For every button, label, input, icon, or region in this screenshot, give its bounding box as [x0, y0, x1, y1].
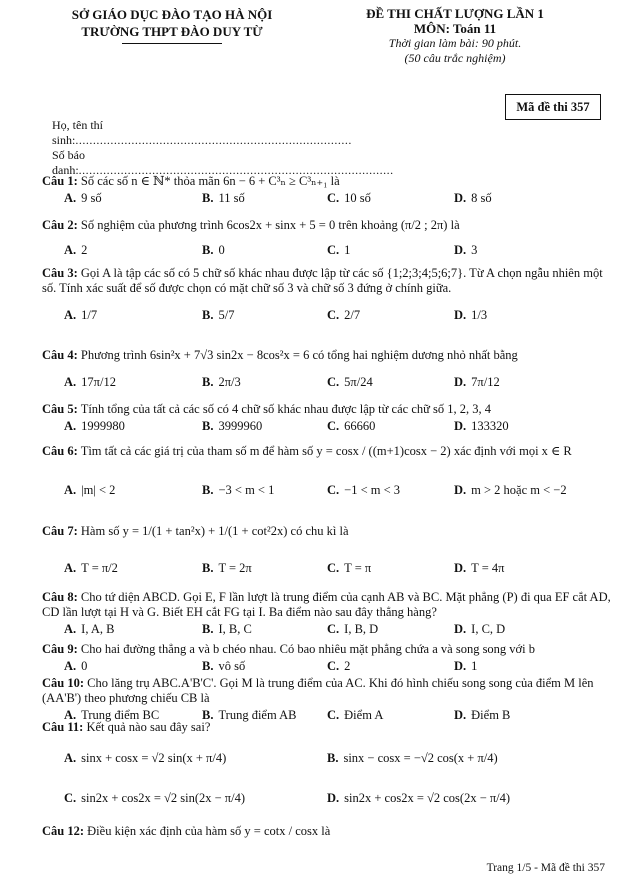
- option-c: C. I, B, D: [327, 622, 379, 636]
- option-a: A. I, A, B: [64, 622, 115, 636]
- question-label: Câu 10:: [42, 676, 85, 690]
- question-label: Câu 6:: [42, 444, 78, 458]
- header-left: [62, 6, 282, 44]
- option-a: A. sinx + cosx = √2 sin(x + π/4): [64, 751, 227, 765]
- option-a: A. T = π/2: [64, 561, 118, 575]
- school-name: TRƯỜNG THPT ĐÀO DUY TỪ: [81, 24, 263, 39]
- question-text: Cho hai đường thẳng a và b chéo nhau. Có bao nhiêu mặt phẳng chứa a và song song với b: [80, 642, 536, 656]
- option-d: D. I, C, D: [454, 622, 506, 636]
- options: [42, 419, 612, 437]
- question-6: [42, 444, 612, 501]
- page-footer: Trang 1/5 - Mã đề thi 357: [486, 862, 605, 874]
- question-1: [42, 174, 612, 209]
- option-c: C. 2: [327, 659, 351, 673]
- option-b: B. sinx − cosx = −√2 cos(x + π/4): [327, 751, 498, 765]
- question-text: Gọi A là tập các số có 5 chữ số khác nhau được lập từ các số {1;2;3;4;5;6;7}. Từ A chọn ngẫu nhiên một số. Tính xác suất để số được chọn có mặt chữ số 3 và chữ số 3 đứng ở chính giữa.: [42, 266, 603, 295]
- option-a: A. 17π/12: [64, 375, 116, 389]
- question-text: Hàm số y = 1/(1 + tan²x) + 1/(1 + cot²2x) có chu kì là: [80, 524, 349, 538]
- question-text: Cho lăng trụ ABC.A'B'C'. Gọi M là trung điểm của AC. Khi đó hình chiếu song song của điểm M lên (AA'B') theo phương chiếu CB là: [42, 676, 594, 705]
- candidate-id-label: Số báo danh:: [52, 148, 85, 177]
- exam-title: ĐỀ THI CHẤT LƯỢNG LẦN 1: [366, 6, 544, 21]
- option-c: C. 2/7: [327, 308, 361, 322]
- option-d: D. 3: [454, 243, 478, 257]
- option-d: D. 133320: [454, 419, 509, 433]
- option-b: B. T = 2π: [202, 561, 252, 575]
- options: [42, 622, 612, 640]
- question-label: Câu 4:: [42, 348, 78, 362]
- exam-count: (50 câu trắc nghiệm): [404, 51, 506, 65]
- exam-code-box: Mã đề thi 357: [505, 94, 601, 120]
- option-d: D. 7π/12: [454, 375, 500, 389]
- option-a: A. 1999980: [64, 419, 125, 433]
- options: [42, 308, 612, 326]
- option-d: D. 8 số: [454, 191, 492, 205]
- question-12: [42, 824, 612, 839]
- candidate-info: [52, 118, 392, 178]
- option-a: A. Trung điểm BC: [64, 708, 160, 722]
- option-b: B. 11 số: [202, 191, 245, 205]
- exam-time: Thời gian làm bài: 90 phút.: [388, 36, 522, 50]
- header-rule: [122, 43, 222, 44]
- options: [42, 191, 612, 209]
- question-label: Câu 8:: [42, 590, 78, 604]
- option-b: B. −3 < m < 1: [202, 483, 275, 497]
- question-text: Điều kiện xác định của hàm số y = cotx / cosx là: [87, 824, 331, 838]
- candidate-name-label: Họ, tên thí sinh:: [52, 118, 103, 147]
- candidate-name-line: [52, 118, 392, 148]
- option-c: C. 66660: [327, 419, 376, 433]
- question-text: Số các số n ∈ ℕ* thỏa mãn 6n − 6 + C³ₙ ≥ C³ₙ₊₁ là: [80, 174, 340, 188]
- question-8: [42, 590, 612, 640]
- option-a: A. 2: [64, 243, 88, 257]
- option-c: C. 1: [327, 243, 351, 257]
- option-b: B. 5/7: [202, 308, 235, 322]
- options: [42, 243, 612, 261]
- options-row-1: [42, 751, 612, 769]
- option-b: B. 0: [202, 243, 225, 257]
- option-d: D. Điểm B: [454, 708, 511, 722]
- option-d: D. 1/3: [454, 308, 488, 322]
- dept-name: SỞ GIÁO DỤC ĐÀO TẠO HÀ NỘI: [71, 7, 273, 22]
- question-text: Tìm tất cả các giá trị của tham số m để hàm số y = cosx / ((m+1)cosx − 2) xác định với mọi x ∈ R: [80, 444, 572, 458]
- option-d: D. m > 2 hoặc m < −2: [454, 483, 567, 497]
- option-a: A. 0: [64, 659, 88, 673]
- question-4: [42, 348, 612, 393]
- question-5: [42, 402, 612, 437]
- question-text: Phương trình 6sin²x + 7√3 sin2x − 8cos²x = 6 có tổng hai nghiệm dương nhỏ nhất bằng: [80, 348, 518, 362]
- option-c: C. −1 < m < 3: [327, 483, 401, 497]
- question-text: Số nghiệm của phương trình 6cos2x + sinx + 5 = 0 trên khoảng (π/2 ; 2π) là: [80, 218, 460, 232]
- exam-subject: MÔN: Toán 11: [413, 21, 497, 36]
- option-b: B. vô số: [202, 659, 246, 673]
- question-label: Câu 2:: [42, 218, 78, 232]
- question-3: [42, 266, 612, 326]
- option-d: D. T = 4π: [454, 561, 505, 575]
- option-b: B. Trung điểm AB: [202, 708, 297, 722]
- question-10: [42, 676, 612, 726]
- question-text: Tính tổng của tất cả các số có 4 chữ số khác nhau được lập từ các chữ số 1, 2, 3, 4: [80, 402, 492, 416]
- options: [42, 561, 612, 579]
- candidate-name-dots: ...............................................................................: [75, 133, 352, 147]
- option-a: A. |m| < 2: [64, 483, 116, 497]
- option-c: C. 10 số: [327, 191, 371, 205]
- question-2: [42, 218, 612, 261]
- question-label: Câu 12:: [42, 824, 85, 838]
- option-c: C. 5π/24: [327, 375, 373, 389]
- option-c: C. T = π: [327, 561, 372, 575]
- options-row-2: [42, 791, 612, 809]
- question-7: [42, 524, 612, 579]
- option-b: B. I, B, C: [202, 622, 252, 636]
- header-right: [330, 6, 580, 66]
- question-label: Câu 9:: [42, 642, 78, 656]
- option-a: A. 9 số: [64, 191, 102, 205]
- option-a: A. 1/7: [64, 308, 98, 322]
- question-9: [42, 642, 612, 677]
- question-label: Câu 5:: [42, 402, 78, 416]
- question-label: Câu 7:: [42, 524, 78, 538]
- option-c: C. Điểm A: [327, 708, 384, 722]
- option-d: D. sin2x + cos2x = √2 cos(2x − π/4): [327, 791, 511, 805]
- question-11: [42, 720, 612, 809]
- options: [42, 375, 612, 393]
- option-b: B. 2π/3: [202, 375, 241, 389]
- question-label: Câu 1:: [42, 174, 78, 188]
- question-text: Kết quả nào sau đây sai?: [86, 720, 211, 734]
- options: [42, 659, 612, 677]
- question-label: Câu 3:: [42, 266, 78, 280]
- question-text: Cho tứ diện ABCD. Gọi E, F lần lượt là trung điểm của cạnh AB và BC. Mặt phẳng (P) đi qua EF cắt AD, CD lần lượt tại H và G. Biết EH cắt FG tại I. Ba điểm nào sau đây thẳng hàng?: [42, 590, 611, 619]
- option-b: B. 3999960: [202, 419, 263, 433]
- candidate-id-dots: ..........................................................................................: [78, 163, 394, 177]
- option-c: C. sin2x + cos2x = √2 sin(2x − π/4): [64, 791, 245, 805]
- option-d: D. 1: [454, 659, 478, 673]
- question-label: Câu 11:: [42, 720, 84, 734]
- options: [42, 483, 612, 501]
